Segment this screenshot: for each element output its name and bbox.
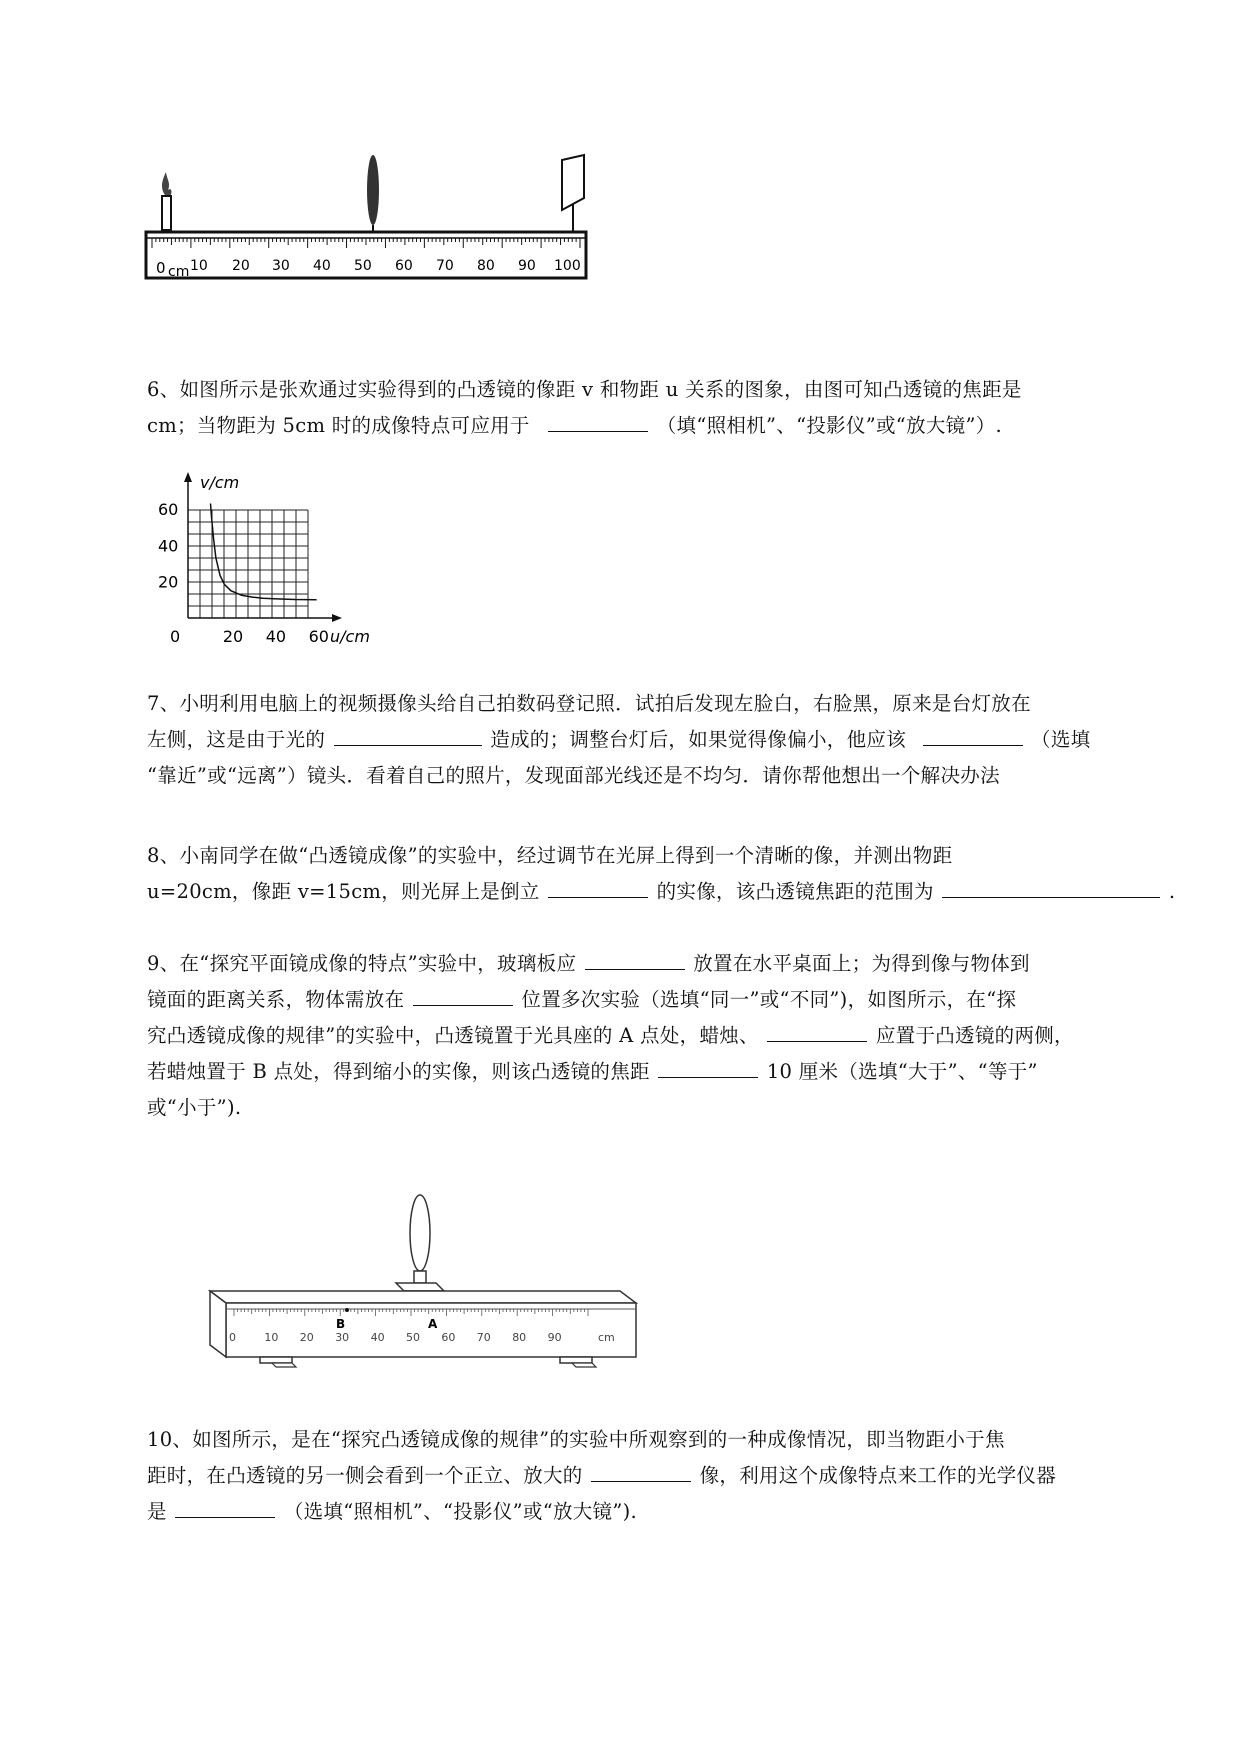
q9-line-1 <box>147 946 1157 982</box>
q8-answer-blank-2[interactable] <box>942 875 1160 898</box>
chart-x-tick-label: 20 <box>222 627 244 646</box>
candle-flame-icon <box>162 172 171 196</box>
chart-y-tick-label: 60 <box>158 499 179 519</box>
chart-y-tick-labels <box>158 500 178 592</box>
point-b-label: B <box>336 1317 346 1331</box>
q10-answer-blank-1[interactable] <box>591 1459 691 1482</box>
convex-lens <box>367 155 379 225</box>
chart-y-tick-label: 40 <box>158 536 179 556</box>
q7-line-2-b: 造成的；调整台灯后，如果觉得像偏小，他应该 <box>490 728 907 751</box>
question-8 <box>147 838 1176 910</box>
q9-line-3-a: 究凸透镜成像的规律”的实验中，凸透镜置于光具座的 A 点处，蜡烛、 <box>147 1024 759 1047</box>
q9-line-4-b: 10 厘米（选填“大于”、“等于” <box>766 1060 1038 1083</box>
q10-line-3-b: （选填“照相机”、“投影仪”或“放大镜”). <box>283 1500 638 1523</box>
q7-line-3: “靠近”或“远离”）镜头．看着自己的照片，发现面部光线还是不均匀．请你帮他想出一个解决办法 <box>147 764 1000 787</box>
ruler-label-50: 50 <box>354 258 372 274</box>
q7-answer-blank-1[interactable] <box>334 723 482 746</box>
ruler-label-30: 30 <box>272 258 290 274</box>
ruler-label-10: 10 <box>190 258 208 274</box>
bench-ruler-label: 20 <box>299 1331 314 1344</box>
q8-answer-blank-1[interactable] <box>548 875 648 898</box>
candle <box>162 196 171 230</box>
q7-line-1: 7、小明利用电脑上的视频摄像头给自己拍数码登记照．试拍后发现左脸白，右脸黑，原来是台灯放在 <box>147 692 1031 715</box>
question-7 <box>147 686 1157 794</box>
q9-line-1-a: 9、在“探究平面镜成像的特点”实验中，玻璃板应 <box>147 952 577 975</box>
q8-line-2-a: u=20cm，像距 v=15cm，则光屏上是倒立 <box>147 880 540 903</box>
q8-line-2 <box>147 874 1176 910</box>
q8-line-2-b: 的实像，该凸透镜焦距的范围为 <box>656 880 934 903</box>
ruler-label-90: 90 <box>518 258 536 274</box>
point-b-marker <box>345 1308 349 1312</box>
convex-lens-3d <box>410 1195 430 1271</box>
q9-answer-blank-3[interactable] <box>767 1019 867 1042</box>
optical-bench-ruler-figure <box>140 150 600 285</box>
ruler-label-100: 100 <box>554 258 581 274</box>
chart-grid <box>188 510 308 618</box>
ruler-label-20: 20 <box>232 258 250 274</box>
chart-x-tick-label: 0 <box>170 627 181 646</box>
point-a-label: A <box>428 1317 438 1331</box>
chart-y-tick-label: 20 <box>158 572 179 592</box>
bench-ruler-label: cm <box>598 1331 615 1344</box>
bench-top <box>210 1291 636 1303</box>
q7-answer-blank-2[interactable] <box>923 723 1023 746</box>
bench-ruler-label: 80 <box>512 1331 527 1344</box>
q6-line-2 <box>147 408 1157 444</box>
q9-answer-blank-4[interactable] <box>658 1055 758 1078</box>
q10-line-2-a: 距时，在凸透镜的另一侧会看到一个正立、放大的 <box>147 1464 583 1487</box>
q7-line-2 <box>147 722 1157 758</box>
x-axis-arrow-icon <box>332 614 342 622</box>
q8-line-2-c: . <box>1168 880 1176 903</box>
image-distance-object-distance-chart <box>158 470 415 670</box>
chart-series-line <box>211 504 317 600</box>
optical-bench-3d-figure <box>200 1185 650 1370</box>
question-9 <box>147 946 1157 1126</box>
q7-line-2-a: 左侧，这是由于光的 <box>147 728 326 751</box>
q6-line-2-a: cm；当物距为 5cm 时的成像特点可应用于 <box>147 414 530 437</box>
q9-line-2-a: 镜面的距离关系，物体需放在 <box>147 988 405 1011</box>
q9-line-5: 或“小于”). <box>147 1096 242 1119</box>
bench-ruler-label: 30 <box>335 1331 350 1344</box>
bench-ruler-label: 10 <box>264 1331 279 1344</box>
ruler-label-60: 60 <box>395 258 413 274</box>
ruler-label-70: 70 <box>436 258 454 274</box>
chart-x-tick-labels <box>170 627 329 646</box>
q10-line-2-b: 像，利用这个成像特点来工作的光学仪器 <box>699 1464 1057 1487</box>
bench-ruler-label: 60 <box>441 1331 456 1344</box>
chart-x-tick-label: 60 <box>308 627 329 646</box>
q9-answer-blank-2[interactable] <box>413 983 513 1006</box>
q6-line-2-b: （填“照相机”、“投影仪”或“放大镜”）. <box>656 414 1003 437</box>
q10-line-3-a: 是 <box>147 1500 167 1523</box>
ruler-label-40: 40 <box>313 258 331 274</box>
q9-line-2 <box>147 982 1157 1018</box>
chart-y-axis-label: v/cm <box>200 473 240 492</box>
ruler-label-cm: cm <box>168 264 190 280</box>
chart-axes <box>184 472 342 622</box>
ruler-label-0: 0 <box>156 259 166 277</box>
q9-line-2-b: 位置多次实验（选填“同一”或“不同”)，如图所示，在“探 <box>521 988 1017 1011</box>
q10-line-3 <box>147 1494 1157 1530</box>
q10-line-1: 10、如图所示，是在“探究凸透镜成像的规律”的实验中所观察到的一种成像情况，即当物距小于焦 <box>147 1428 1005 1451</box>
question-10 <box>147 1422 1157 1530</box>
bench-ruler-label: 70 <box>476 1331 491 1344</box>
q9-line-1-b: 放置在水平桌面上；为得到像与物体到 <box>693 952 1030 975</box>
q6-answer-blank[interactable] <box>548 409 648 432</box>
q9-line-3-b: 应置于凸透镜的两侧， <box>875 1024 1074 1047</box>
bench-ruler-label: 90 <box>547 1331 562 1344</box>
chart-x-tick-label: 40 <box>265 627 287 646</box>
bench-ruler-label: 40 <box>370 1331 385 1344</box>
bench-ruler-label: 50 <box>406 1331 420 1344</box>
q9-line-4-a: 若蜡烛置于 B 点处，得到缩小的实像，则该凸透镜的焦距 <box>147 1060 650 1083</box>
q10-line-2 <box>147 1458 1157 1494</box>
q9-answer-blank-1[interactable] <box>585 947 685 970</box>
q6-line-1: 6、如图所示是张欢通过实验得到的凸透镜的像距 v 和物距 u 关系的图象，由图可知凸透镜的焦距是 <box>147 378 1022 401</box>
bench-ruler-label: 0 <box>229 1331 236 1344</box>
q9-line-4 <box>147 1054 1157 1090</box>
q7-line-2-c: （选填 <box>1031 728 1091 751</box>
question-6 <box>147 372 1157 444</box>
chart-x-axis-label: u/cm <box>330 627 370 646</box>
y-axis-arrow-icon <box>184 472 192 482</box>
q10-answer-blank-2[interactable] <box>175 1495 275 1518</box>
light-screen <box>562 155 584 210</box>
q9-line-3 <box>147 1018 1157 1054</box>
ruler-label-80: 80 <box>477 258 495 274</box>
q8-line-1: 8、小南同学在做“凸透镜成像”的实验中，经过调节在光屏上得到一个清晰的像，并测出物距 <box>147 844 953 867</box>
